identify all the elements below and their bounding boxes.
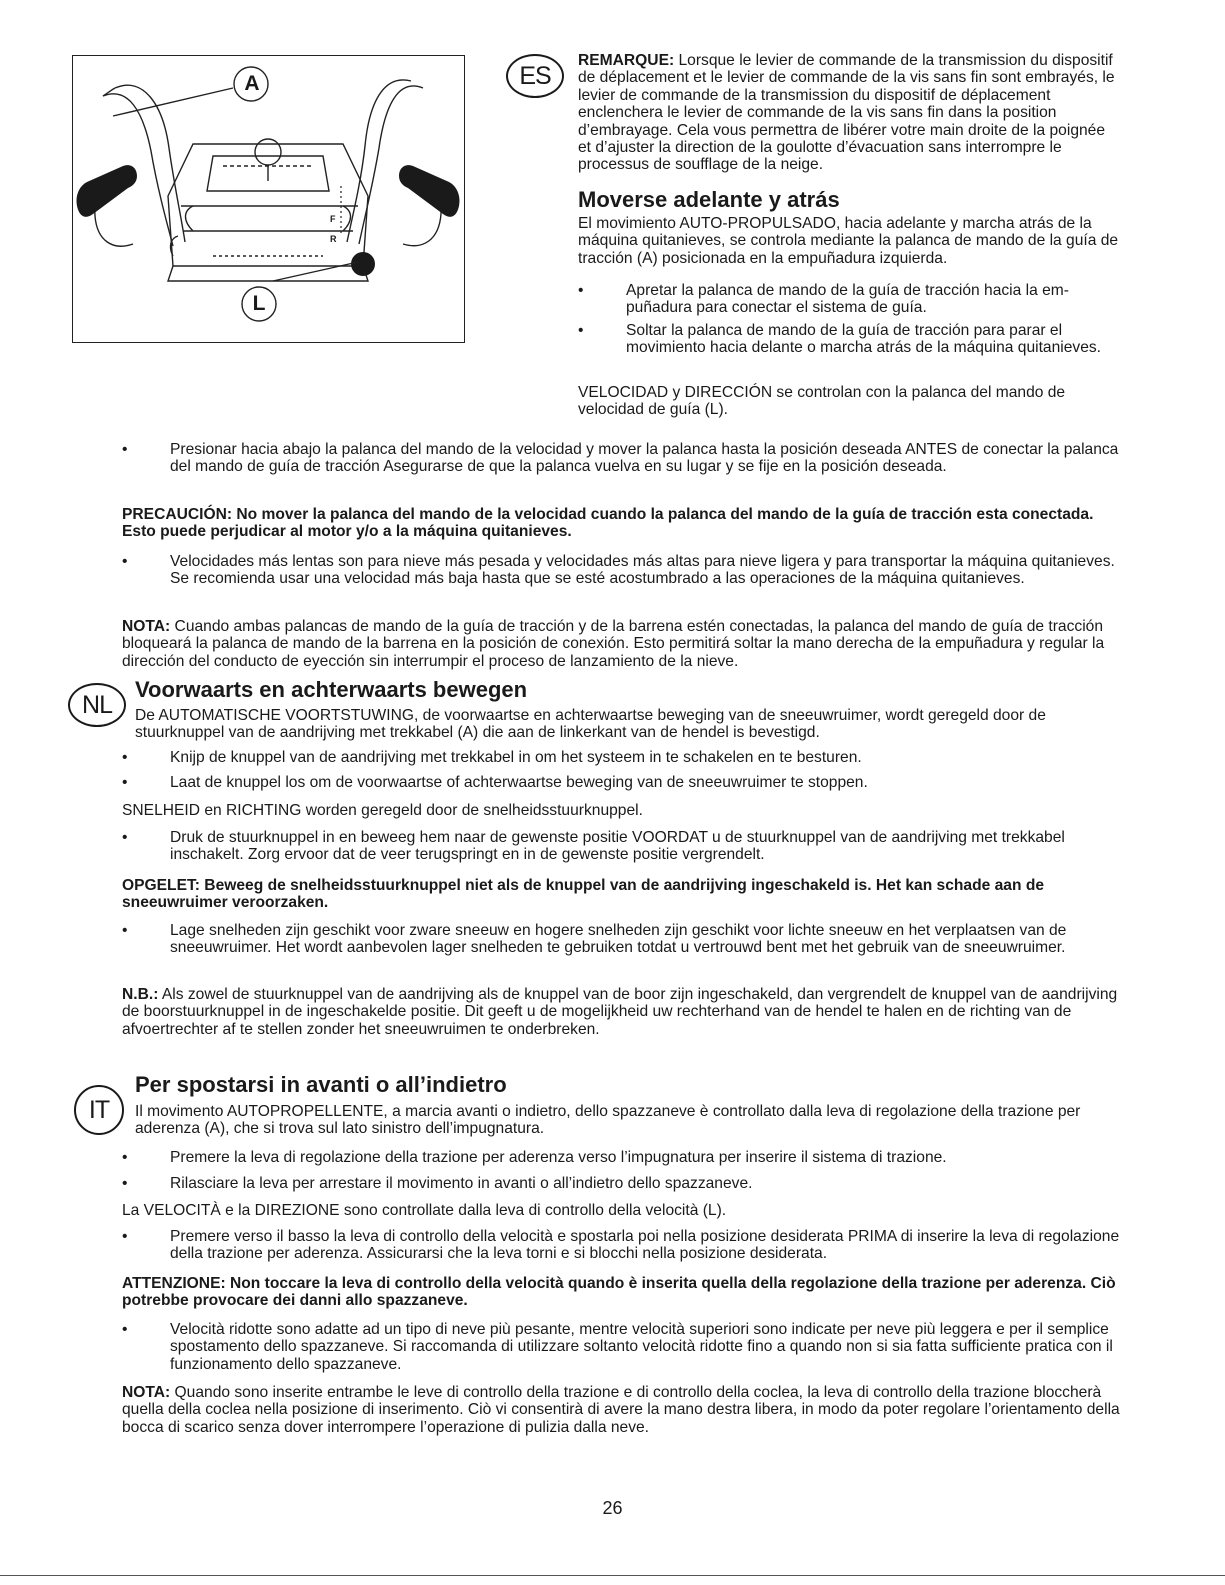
it-note-label: NOTA: (122, 1384, 171, 1401)
it-bullet-3-text: Premere verso il basso la leva di controllo della velocità e spostarla poi nella posizione desiderata PRIMA di inserire la leva di regolazione della trazione per aderenza. Assicurarsi che la leva torni e si blocchi nella posizione desiderata. (170, 1228, 1120, 1263)
nl-bullet-1-text: Knijp de knuppel van de aandrijving met trekkabel in om het systeem in te schakelen en te besturen. (170, 749, 862, 766)
it-bullet-3 (122, 1228, 1124, 1263)
callout-label-a: A (244, 72, 260, 95)
bullet-dot: • (122, 441, 128, 458)
heading-es: Moverse adelante y atrás (578, 187, 840, 212)
es-bullet-2-text: Soltar la palanca de mando de la guía de tracción para parar el movimiento hacia delante o marcha atrás de la máquina quitanieves. (626, 322, 1102, 357)
nl-bullet-3-text: Druk de stuurknuppel in en beweeg hem naar de gewenste positie VOORDAT u de stuurknuppel van de aandrijving met trekkabel inschakelt. Zorg ervoor dat de veer terugspringt en in de gewenste positie vergrendelt. (170, 829, 1065, 864)
bullet-dot: • (122, 1175, 128, 1192)
bullet-dot: • (578, 282, 584, 299)
es-caution: PRECAUCIÓN: No mover la palanca del mando de la velocidad cuando la palanca del mando de la guía de tracción esta conectada. Esto puede perjudicar al motor y/o a la máquina quitanieves. (122, 506, 1094, 541)
es-bullet-1-text: Apretar la palanca de mando de la guía de tracción hacia la empuñadura para conectar el sistema de guía. (626, 282, 1069, 317)
it-bullet-4-text: Velocità ridotte sono adatte ad un tipo di neve più pesante, mentre velocità superiori sono indicate per neve più leggera e per il semplice spostamento dello spazzaneve. Si raccomanda di utilizzare soltanto velocità ridotte fino a quando non si sia fatta sufficiente pratica con il funzionamento dello spazzaneve. (170, 1321, 1113, 1373)
forward-mark: F (330, 214, 336, 224)
nl-bullet-3 (122, 829, 1124, 864)
es-note (122, 618, 1124, 670)
es-note-label: NOTA: (122, 618, 171, 635)
it-bullet-1 (122, 1149, 1124, 1166)
language-badge-it: IT (74, 1085, 124, 1135)
reverse-mark: R (330, 234, 337, 244)
callout-label-l: L (252, 292, 266, 315)
it-speed: La VELOCITÀ e la DIREZIONE sono controllate dalla leva di controllo della velocità (L). (122, 1202, 727, 1219)
bullet-dot: • (122, 1228, 128, 1245)
remark-label: REMARQUE: (578, 52, 675, 69)
remark-text: Lorsque le levier de commande de la transmission du dispositif de déplacement et le levier de commande de la vis sans fin sont embrayés, le levier de commande de la transmission du dispositif de déplacement enclenchera le levier de commande de la vis sans fin dans la position d’embrayage. Cela vous permettra de libérer votre main droite de la poignée et d’ajuster la direction de la goulotte d’évacuation sans interrompre le processus de soufflage de la neige. (578, 52, 1115, 174)
bullet-dot: • (122, 922, 128, 939)
nl-speed: SNELHEID en RICHTING worden geregeld door de snelheidsstuurknuppel. (122, 802, 643, 819)
nl-note-label: N.B.: (122, 986, 159, 1003)
it-caution: ATTENZIONE: Non toccare la leva di controllo della velocità quando è inserita quella della regolazione della trazione per aderenza. Ciò potrebbe provocare dei danni allo spazzaneve. (122, 1275, 1116, 1310)
es-note-text: Cuando ambas palancas de mando de la guía de tracción y de la barrena estén conectadas, la palanca del mando de guía de tracción bloqueará la palanca de mando de la barrena en la posición de conexión. Esto permitirá soltar la mano derecha de la empuñadura y regular la dirección del conducto de eyección sin interrumpir el proceso de lanzamiento de la nieve. (122, 618, 1105, 670)
heading-it: Per spostarsi in avanti o all’indietro (135, 1072, 507, 1097)
page-number: 26 (602, 1498, 623, 1518)
es-bullet-1 (578, 282, 1120, 317)
it-note (122, 1384, 1124, 1436)
bullet-dot: • (122, 1321, 128, 1338)
es-bullet-4-text: Velocidades más lentas son para nieve más pesada y velocidades más altas para nieve ligera y para transportar la máquina quitanieves. Se recomienda usar una velocidad más baja hasta que se esté acostumbrado a las operaciones de la máquina quitanieves. (170, 553, 1115, 588)
es-intro: El movimiento AUTO-PROPULSADO, hacia adelante y marcha atrás de la máquina quitanieves, se controla mediante la palanca de mando de la guía de tracción (A) posicionada en la empuñadura izquierda. (578, 215, 1119, 267)
bullet-dot: • (122, 553, 128, 570)
bullet-dot: • (122, 829, 128, 846)
bullet-dot: • (578, 322, 584, 339)
it-bullet-4 (122, 1321, 1124, 1373)
es-bullet-3-text: Presionar hacia abajo la palanca del mando de la velocidad y mover la palanca hasta la posición deseada ANTES de conectar la palanca del mando de guía de tracción Asegurarse de que la palanca vuelva en su lugar y se fije en la posición deseada. (170, 441, 1119, 476)
nl-bullet-4-text: Lage snelheden zijn geschikt voor zware sneeuw en hogere snelheden zijn geschikt voor lichte sneeuw en het verplaatsen van de sneeuwruimer. Het wordt aanbevolen lager snelheden te gebruiken totdat u vertrouwd bent met het gebruik van de sneeuwruimer. (170, 922, 1067, 957)
nl-bullet-2 (122, 774, 1124, 791)
nl-bullet-2-text: Laat de knuppel los om de voorwaartse of achterwaartse beweging van de sneeuwruimer te stoppen. (170, 774, 868, 791)
it-intro: Il movimento AUTOPROPELLENTE, a marcia avanti o indietro, dello spazzaneve è controllato dalla leva di regolazione della trazione per aderenza (A), che si trova sul lato sinistro dell’impugnatura. (135, 1103, 1081, 1138)
es-bullet-3 (122, 441, 1124, 476)
it-bullet-2 (122, 1175, 1124, 1192)
nl-bullet-4 (122, 922, 1124, 957)
it-bullet-2-text: Rilasciare la leva per arrestare il movimento in avanti o all’indietro dello spazzaneve. (170, 1175, 753, 1192)
heading-nl: Voorwaarts en achterwaarts bewegen (135, 677, 528, 702)
handle-illustration (72, 55, 465, 343)
bullet-dot: • (122, 1149, 128, 1166)
bullet-dot: • (122, 749, 128, 766)
nl-note (122, 986, 1124, 1038)
nl-caution: OPGELET: Beweeg de snelheidsstuurknuppel niet als de knuppel van de aandrijving ingeschakeld is. Het kan schade aan de sneeuwruimer veroorzaken. (122, 877, 1045, 912)
es-bullet-2 (578, 322, 1120, 357)
remark-paragraph (578, 52, 1120, 174)
es-bullet-4 (122, 553, 1124, 588)
nl-intro: De AUTOMATISCHE VOORTSTUWING, de voorwaartse en achterwaartse beweging van de sneeuwruimer, wordt geregeld door de stuurknuppel van de aandrijving met trekkabel (A) die aan de linkerkant van de hendel is bevestigd. (135, 707, 1046, 742)
footer-rule (0, 1575, 1225, 1576)
bullet-dot: • (122, 774, 128, 791)
nl-note-text: Als zowel de stuurknuppel van de aandrijving als de knuppel van de boor zijn ingeschakeld, dan vergrendelt de knuppel van de aandrijving de boorstuurknuppel in de ingeschakelde positie. Dit geeft u de mogelijkheid uw rechterhand van de hendel te halen en de richting van de afvoertrechter af te stellen zonder het sneeuwruimen te onderbreken. (122, 986, 1118, 1038)
it-bullet-1-text: Premere la leva di regolazione della trazione per aderenza verso l’impugnatura per inserire il sistema di trazione. (170, 1149, 947, 1166)
language-badge-es: ES (506, 54, 564, 98)
it-note-text: Quando sono inserite entrambe le leve di controllo della trazione e di controllo della coclea, la leva di controllo della trazione bloccherà quella della coclea nella posizione di inserimento. Ciò vi consentirà di avere la mano destra libera, in modo da poter regolare l’orientamento della bocca di scarico senza dover interrompere l’operazione di pulizia dalla neve. (122, 1384, 1120, 1436)
es-speed: VELOCIDAD y DIRECCIÓN se controlan con la palanca del mando de velocidad de guía (L). (578, 384, 1066, 419)
language-badge-nl: NL (68, 683, 126, 727)
nl-bullet-1 (122, 749, 1124, 766)
